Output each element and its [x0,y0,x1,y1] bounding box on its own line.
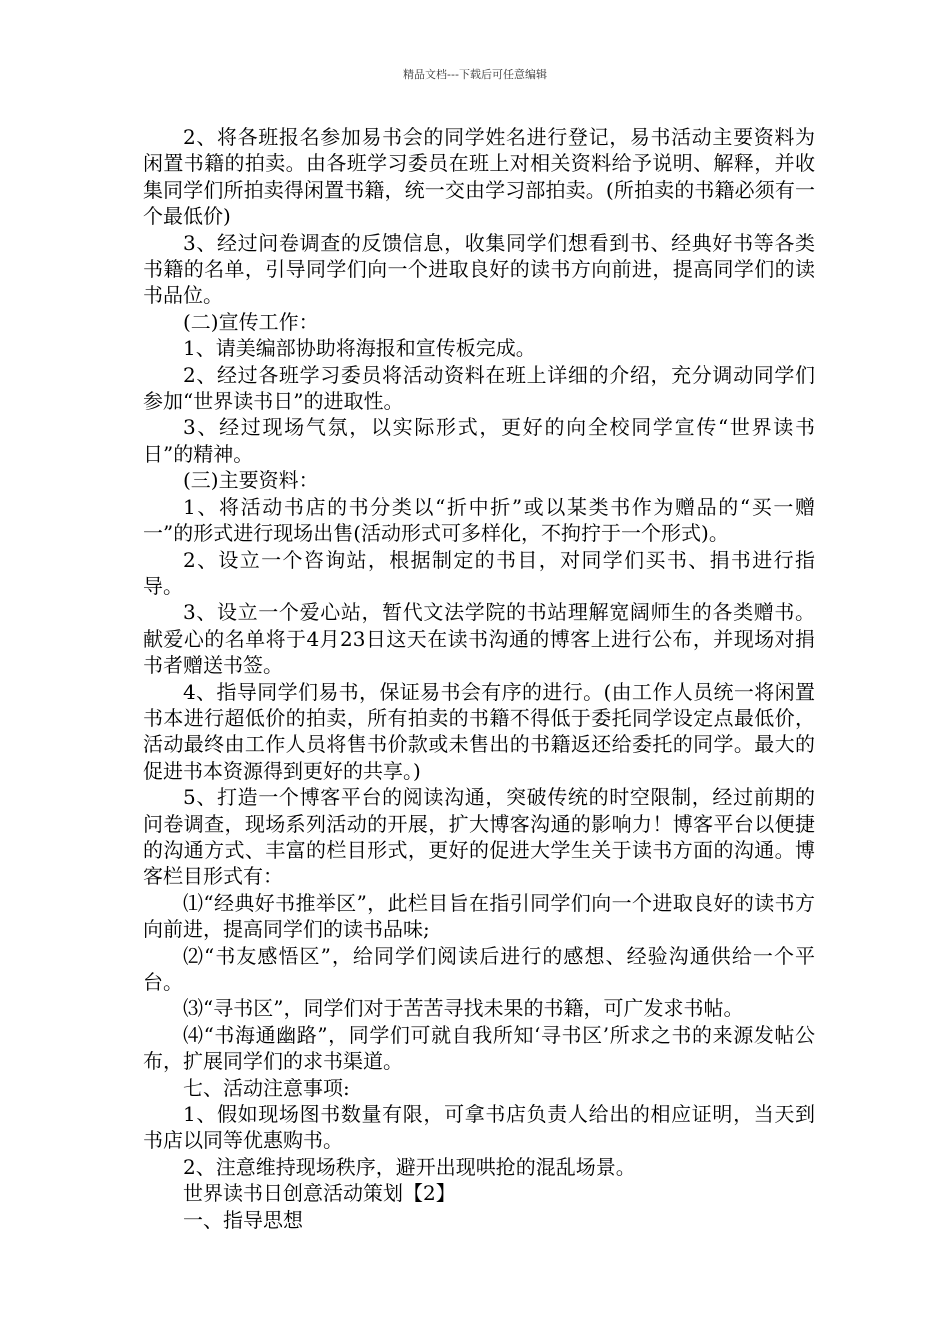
list-item: ⑶“寻书区”，同学们对于苦苦寻找未果的书籍，可广发求书帖。 [183,996,744,1021]
section-heading: (三)主要资料： [183,468,319,493]
paragraph: 1、将活动书店的书分类以“折中折”或以某类书作为赠品的“买一赠一”的形式进行现场出售(活动形式可多样化，不拘拧于一个形式)。 [143,494,815,546]
paragraph: 3、经过问卷调查的反馈信息，收集同学们想看到书、经典好书等各类书籍的名单，引导同学们向一个进取良好的读书方向前进，提高同学们的读书品位。 [143,230,815,308]
paragraph: 5、打造一个博客平台的阅读沟通，突破传统的时空限制，经过前期的问卷调查，现场系列活动的开展，扩大博客沟通的影响力！博客平台以便捷的沟通方式、丰富的栏目形式，更好的促进大学生关于读书方面的沟通。博客栏目形式有： [143,785,815,889]
list-item: ⑷“书海通幽路”，同学们可就自我所知‘寻书区’所求之书的来源发帖公布，扩展同学们的求书渠道。 [143,1022,815,1074]
page-header: 精品文档---下载后可任意编辑 [403,68,547,81]
paragraph: 2、设立一个咨询站，根据制定的书目，对同学们买书、捐书进行指导。 [143,547,815,598]
list-item: ⑵“书友感悟区”，给同学们阅读后进行的感想、经验沟通供给一个平台。 [143,943,815,994]
paragraph: 3、设立一个爱心站，暂代文法学院的书站理解宽阔师生的各类赠书。献爱心的名单将于4月23日这天在读书沟通的博客上进行公布，并现场对捐书者赠送书签。 [143,600,815,678]
section-heading: 一、指导思想 [183,1207,303,1232]
paragraph: 2、注意维持现场秩序，避开出现哄抢的混乱场景。 [183,1154,636,1179]
paragraph: 1、假如现场图书数量有限，可拿书店负责人给出的相应证明，当天到书店以同等优惠购书。 [143,1102,815,1153]
document-body [143,124,815,1233]
document-title: 世界读书日创意活动策划【2】 [183,1181,456,1206]
paragraph: 2、经过各班学习委员将活动资料在班上详细的介绍，充分调动同学们参加“世界读书日”的进取性。 [143,362,815,414]
paragraph: 4、指导同学们易书，保证易书会有序的进行。(由工作人员统一将闲置书本进行超低价的拍卖，所有拍卖的书籍不得低于委托同学设定点最低价，活动最终由工作人员将售书价款或未售出的书籍返还给委托的同学。最大的促进书本资源得到更好的共享。) [143,679,815,783]
paragraph: 1、请美编部协助将海报和宣传板完成。 [183,336,536,361]
section-heading: (二)宣传工作： [183,309,319,334]
section-heading: 七、活动注意事项: [183,1075,350,1100]
paragraph: 3、经过现场气氛，以实际形式，更好的向全校同学宣传“世界读书日”的精神。 [143,415,815,466]
list-item: ⑴“经典好书推举区”，此栏目旨在指引同学们向一个进取良好的读书方向前进，提高同学们的读书品味; [143,890,815,942]
paragraph: 2、将各班报名参加易书会的同学姓名进行登记，易书活动主要资料为闲置书籍的拍卖。由各班学习委员在班上对相关资料给予说明、解释，并收集同学们所拍卖得闲置书籍，统一交由学习部拍卖。(所拍卖的书籍必须有一个最低价) [143,125,815,229]
